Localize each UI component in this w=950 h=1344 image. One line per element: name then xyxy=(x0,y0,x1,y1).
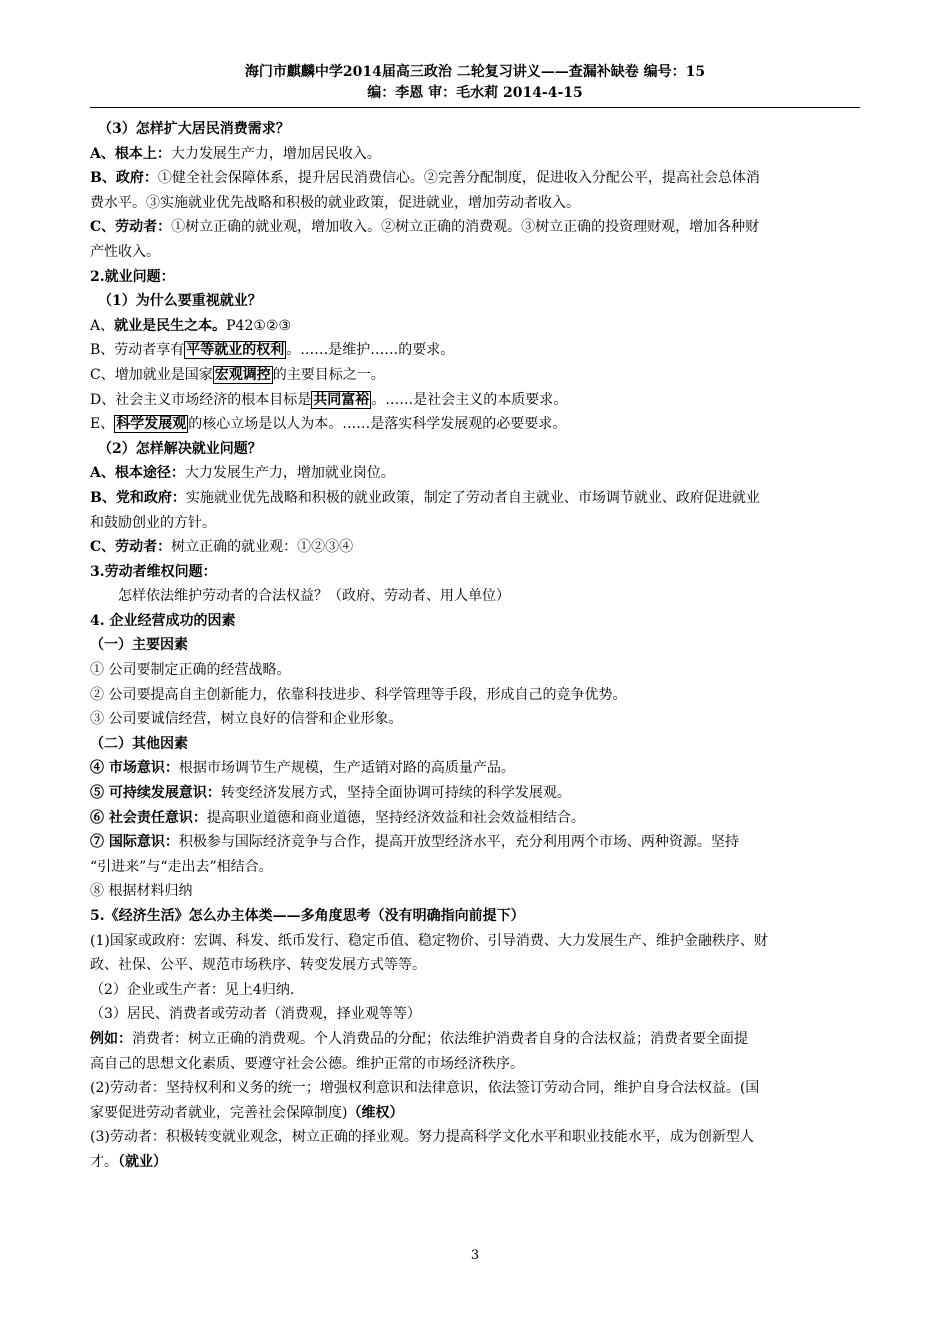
text-line xyxy=(90,806,862,831)
text-line xyxy=(90,1027,862,1052)
text-segment: A、 xyxy=(90,317,115,334)
bold-text: ⑥ 社会责任意识： xyxy=(90,809,207,826)
text-segment: ① 公司要制定正确的经营战略。 xyxy=(90,662,291,679)
text-line xyxy=(90,855,862,880)
bold-text: 就业是民生之本。 xyxy=(114,317,227,334)
text-line xyxy=(90,461,862,486)
text-segment: 消费者：树立正确的消费观。个人消费品的分配；依法维护消费者自身的合法权益；消费者要全面提 xyxy=(132,1030,748,1047)
text-segment: 高自己的思想文化素质、要遵守社会公德。维护正常的市场经济秩序。 xyxy=(90,1055,524,1072)
bold-text: C、劳动者： xyxy=(90,219,172,236)
bold-text: 例如： xyxy=(90,1030,132,1047)
boxed-keyword: 共同富裕 xyxy=(313,391,370,408)
bold-text: （3）怎样扩大居民消费需求？ xyxy=(98,121,290,137)
text-segment: 积极参与国际经济竞争与合作，提高开放型经济水平，充分利用两个市场、两种资源。坚持 xyxy=(178,834,739,851)
text-line xyxy=(90,338,862,363)
text-segment: 和鼓励创业的方针。 xyxy=(90,514,216,531)
bold-text: （1）为什么要重视就业？ xyxy=(98,293,262,310)
header-title: 海门市麒麟中学2014届高三政治 二轮复习讲义——查漏补缺卷 编号：15 xyxy=(244,64,706,80)
text-line xyxy=(90,953,862,978)
text-segment: 。……是维护……的要求。 xyxy=(286,342,455,359)
text-segment: ①健全社会保障体系，提升居民消费信心。②完善分配制度，促进收入分配公平，提高社会总体消 xyxy=(157,170,760,187)
text-segment: 才。 xyxy=(90,1153,118,1170)
text-segment: 的核心立场是以人为本。……是落实科学发展观的必要要求。 xyxy=(188,416,567,433)
bold-text: A、根本途径： xyxy=(90,465,185,482)
text-segment: (1)国家或政府：宏调、科发、纸币发行、稳定币值、稳定物价、引导消费、大力发展生产、维护金融秩序、财 xyxy=(90,932,768,949)
text-line xyxy=(90,609,862,634)
text-line xyxy=(90,117,862,142)
text-line xyxy=(90,683,862,708)
text-line xyxy=(90,732,862,757)
bold-text: （一）主要因素 xyxy=(90,637,188,654)
text-line xyxy=(90,904,862,929)
text-segment: （2）企业或生产者：见上4归纳. xyxy=(90,981,295,998)
text-segment: 的主要目标之一。 xyxy=(272,366,385,383)
bold-text: ④ 市场意识： xyxy=(90,760,179,777)
bold-text: A、根本上： xyxy=(90,145,171,162)
text-segment: ①树立正确的就业观，增加收入。②树立正确的消费观。③树立正确的投资理财观，增加各种财 xyxy=(171,219,760,236)
text-segment: ⑧ 根据材料归纳 xyxy=(90,883,193,900)
text-segment: 家要促进劳动者就业，完善社会保障制度) xyxy=(90,1104,348,1121)
bold-text: 5.《经济生活》怎么办主体类——多角度思考（没有明确指向前提下） xyxy=(90,908,525,924)
text-line xyxy=(90,756,862,781)
text-segment: P42①②③ xyxy=(226,317,292,334)
document-body xyxy=(90,117,862,1175)
text-line xyxy=(90,879,862,904)
bold-text: B、政府： xyxy=(90,170,158,187)
text-line xyxy=(90,265,862,290)
text-line xyxy=(90,560,862,585)
text-segment: 费水平。③实施就业优先战略和积极的就业政策，促进就业，增加劳动者收入。 xyxy=(90,194,580,211)
text-segment: E、 xyxy=(90,416,115,433)
bold-text: ⑤ 可持续发展意识： xyxy=(90,785,221,802)
text-line xyxy=(90,781,862,806)
text-line xyxy=(90,412,862,437)
text-line xyxy=(90,437,862,462)
text-line xyxy=(90,215,862,240)
text-line xyxy=(90,191,862,216)
text-line xyxy=(90,486,862,511)
bold-text: （二）其他因素 xyxy=(90,735,188,752)
text-segment: (2)劳动者：坚持权利和义务的统一；增强权利意识和法律意识，依法签订劳动合同，维护自身合法权益。(国 xyxy=(90,1080,760,1097)
boxed-keyword: 科学发展观 xyxy=(116,416,187,433)
bold-text: ⑦ 国际意识： xyxy=(90,834,179,851)
header-rule xyxy=(90,107,860,108)
text-line xyxy=(90,363,862,388)
text-segment: “引进来”与“走出去”相结合。 xyxy=(90,858,273,875)
boxed-keyword: 平等就业的权利 xyxy=(186,342,285,359)
text-line xyxy=(90,1002,862,1027)
page-number: 3 xyxy=(470,1248,480,1263)
text-segment: D、社会主义市场经济的根本目标是 xyxy=(90,391,312,408)
text-line xyxy=(90,584,862,609)
text-line xyxy=(90,289,862,314)
text-segment: （3）居民、消费者或劳动者（消费观，择业观等等） xyxy=(90,1006,421,1023)
text-segment: 怎样依法维护劳动者的合法权益？（政府、劳动者、用人单位） xyxy=(118,588,510,605)
text-segment: 产性收入。 xyxy=(90,243,160,260)
text-line xyxy=(90,1076,862,1101)
text-line xyxy=(90,830,862,855)
text-segment: C、增加就业是国家 xyxy=(90,366,213,383)
bold-text: 2.就业问题： xyxy=(90,268,175,285)
text-line xyxy=(90,929,862,954)
text-line xyxy=(90,142,862,167)
bold-text: 4. 企业经营成功的因素 xyxy=(90,612,236,629)
bold-text: 3.劳动者维权问题： xyxy=(90,563,217,580)
text-line xyxy=(90,1125,862,1150)
text-segment: ② 公司要提高自主创新能力，依靠科技进步、科学管理等手段，形成自己的竞争优势。 xyxy=(90,686,627,703)
bold-text: （维权） xyxy=(347,1104,404,1121)
text-line xyxy=(90,1052,862,1077)
text-line xyxy=(90,1101,862,1126)
text-segment: 大力发展生产力，增加就业岗位。 xyxy=(184,465,395,482)
text-line xyxy=(90,511,862,536)
text-line xyxy=(90,978,862,1003)
text-segment: ③ 公司要诚信经营，树立良好的信誉和企业形象。 xyxy=(90,711,403,728)
text-line xyxy=(90,240,862,265)
text-line xyxy=(90,633,862,658)
boxed-keyword: 宏观调控 xyxy=(214,366,271,383)
text-segment: 政、社保、公平、规范市场秩序、转变发展方式等等。 xyxy=(90,957,426,974)
text-line xyxy=(90,166,862,191)
text-segment: 。……是社会主义的本质要求。 xyxy=(371,391,568,408)
text-line xyxy=(90,658,862,683)
text-segment: 转变经济发展方式，坚持全面协调可持续的科学发展观。 xyxy=(220,785,571,802)
text-segment: (3)劳动者：积极转变就业观念，树立正确的择业观。努力提高科学文化水平和职业技能水平，成为创新型人 xyxy=(90,1129,754,1146)
text-segment: 根据市场调节生产规模，生产适销对路的高质量产品。 xyxy=(178,760,515,777)
text-segment: 提高职业道德和商业道德，坚持经济效益和社会效益相结合。 xyxy=(206,809,585,826)
bold-text: （就业） xyxy=(118,1153,167,1170)
text-segment: 实施就业优先战略和积极的就业政策，制定了劳动者自主就业、市场调节就业、政府促进就业 xyxy=(185,489,760,506)
text-segment: B、劳动者享有 xyxy=(90,342,185,359)
bold-text: B、党和政府： xyxy=(90,489,186,506)
text-segment: 大力发展生产力，增加居民收入。 xyxy=(170,145,381,162)
header-editors: 编：李恩 审：毛水莉 2014-4-15 xyxy=(367,85,583,101)
text-line xyxy=(90,535,862,560)
text-line xyxy=(90,314,862,339)
text-segment: 树立正确的就业观：①②③④ xyxy=(171,539,354,556)
bold-text: （2）怎样解决就业问题？ xyxy=(98,440,262,457)
text-line xyxy=(90,1150,862,1175)
bold-text: C、劳动者： xyxy=(90,539,172,556)
text-line xyxy=(90,707,862,732)
text-line xyxy=(90,388,862,413)
page-header xyxy=(90,62,860,104)
